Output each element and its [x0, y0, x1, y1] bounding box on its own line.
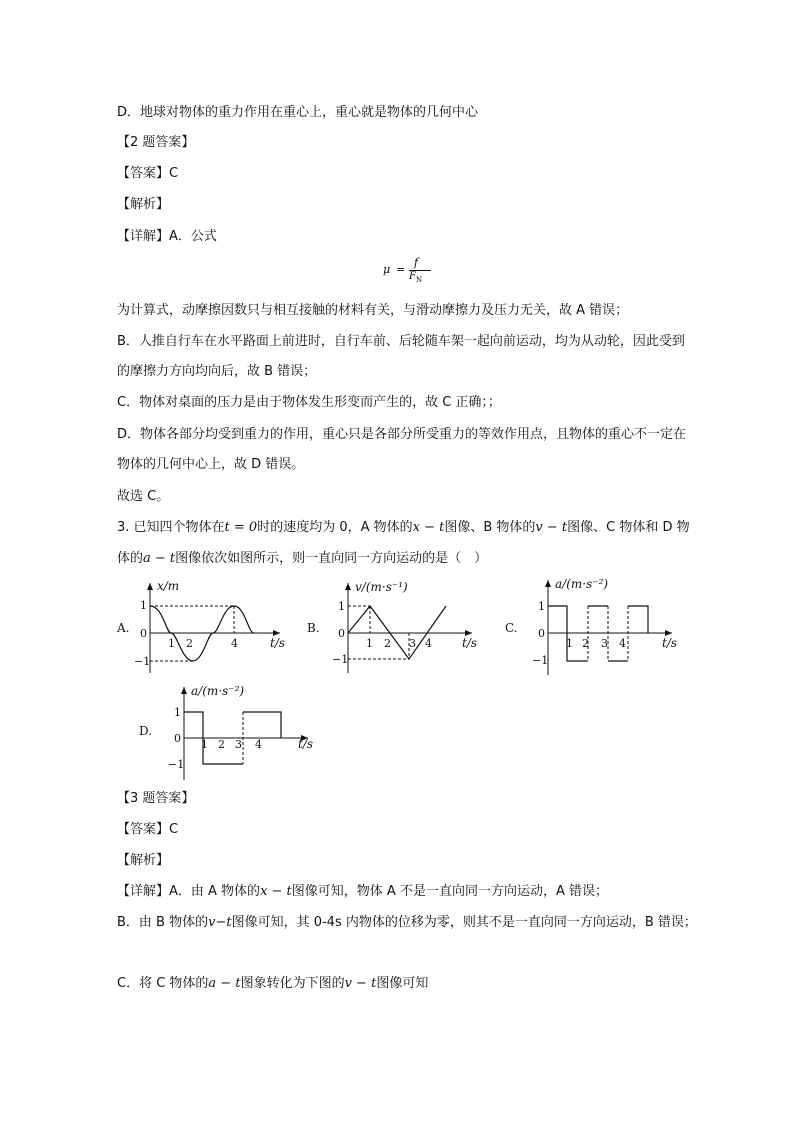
svg-text:1: 1	[174, 706, 181, 719]
q3-stem-line2: 体的a − t图像依次如图所示，则一直向同一方向运动的是（ ）	[117, 551, 488, 566]
svg-text:1: 1	[140, 599, 147, 612]
svg-text:4: 4	[425, 637, 432, 650]
svg-text:1: 1	[538, 600, 545, 613]
q2-detail-a2: 为计算式，动摩擦因数只与相互接触的材料有关，与滑动摩擦力及压力无关，故 A 错误；	[117, 303, 629, 318]
option-d-label: D.	[139, 724, 153, 738]
option-b-label: B.	[307, 621, 320, 635]
svg-text:−1: −1	[168, 758, 185, 771]
svg-text:0: 0	[140, 627, 147, 640]
q2-detail-b: B．人推自行车在水平路面上前进时，自行车前、后轮随车架一起向前运动，均为从动轮，因此受到的摩擦力方向均向后，故 B 错误；	[117, 334, 685, 379]
svg-text:1: 1	[366, 637, 373, 650]
svg-text:1: 1	[338, 600, 345, 613]
svg-text:−1: −1	[134, 655, 151, 668]
option-d-previous: D．地球对物体的重力作用在重心上，重心就是物体的几何中心	[117, 105, 479, 120]
svg-text:0: 0	[174, 732, 181, 745]
svg-text:2: 2	[384, 637, 391, 650]
q2-answer: 【答案】C	[117, 166, 179, 181]
graph-d-ylabel: a/(m·s⁻²)	[191, 684, 245, 698]
q3-stem-line1: 3. 已知四个物体在t = 0时的速度均为 0，A 物体的x − t图像、B 物体的v − t图像、C 物体和 D 物	[117, 520, 690, 535]
formula-equals: =	[396, 263, 406, 276]
q3-detail-a: 【详解】A．由 A 物体的x − t图像可知，物体 A 不是一直向同一方向运动，A 错误；	[117, 884, 608, 899]
svg-text:4: 4	[255, 738, 262, 751]
svg-text:1: 1	[566, 637, 573, 650]
q2-detail-a: 【详解】A．公式	[117, 229, 217, 244]
q3-answer-heading: 【3 题答案】	[117, 791, 195, 806]
svg-text:3: 3	[601, 637, 608, 650]
q3-analysis-heading: 【解析】	[117, 853, 170, 868]
q2-analysis-heading: 【解析】	[117, 197, 170, 212]
svg-text:−1: −1	[332, 653, 349, 666]
svg-text:1: 1	[201, 738, 208, 751]
formula-denominator: $F_N$	[409, 271, 423, 284]
q2-choose: 故选 C。	[117, 489, 170, 504]
graph-c-ylabel: a/(m·s⁻²)	[555, 577, 609, 591]
svg-text:2: 2	[582, 637, 589, 650]
graph-b-ylabel: v/(m·s⁻¹)	[355, 580, 408, 594]
svg-text:2: 2	[218, 738, 225, 751]
graph-b-xlabel: t/s	[462, 636, 478, 650]
graph-b-vt	[322, 575, 487, 675]
svg-text:3: 3	[235, 738, 242, 751]
svg-text:0: 0	[538, 627, 545, 640]
graph-a-xlabel: t/s	[270, 636, 286, 650]
svg-text:0: 0	[338, 627, 345, 640]
svg-text:3: 3	[409, 637, 416, 650]
svg-text:1: 1	[168, 637, 175, 650]
svg-text:4: 4	[231, 637, 238, 650]
q3-detail-c: C．将 C 物体的a − t图象转化为下图的v − t图像可知	[117, 976, 429, 991]
graph-a-ylabel: x/m	[157, 579, 180, 593]
svg-text:−1: −1	[532, 654, 549, 667]
option-c-label: C.	[505, 621, 518, 635]
graph-a-xt	[130, 575, 295, 675]
option-a-label: A.	[117, 621, 130, 635]
graph-d-at	[158, 682, 323, 782]
formula-mu: μ	[383, 263, 391, 276]
graph-c-xlabel: t/s	[662, 636, 678, 650]
svg-text:4: 4	[619, 637, 626, 650]
formula-numerator: f	[414, 256, 419, 269]
svg-text:2: 2	[186, 637, 193, 650]
q2-detail-c: C．物体对桌面的压力是由于物体发生形变而产生的，故 C 正确；；	[117, 395, 501, 410]
q2-answer-heading: 【2 题答案】	[117, 135, 195, 150]
graph-c-at	[522, 575, 687, 680]
q2-detail-d: D．物体各部分均受到重力的作用，重心只是各部分所受重力的等效作用点，且物体的重心不一定在物体的几何中心上，故 D 错误。	[117, 427, 687, 472]
q3-detail-b: B．由 B 物体的v−t图像可知，其 0-4s 内物体的位移为零，则其不是一直向同一方向运动，B 错误；	[117, 915, 697, 930]
graph-d-xlabel: t/s	[298, 737, 314, 751]
q3-answer: 【答案】C	[117, 822, 179, 837]
